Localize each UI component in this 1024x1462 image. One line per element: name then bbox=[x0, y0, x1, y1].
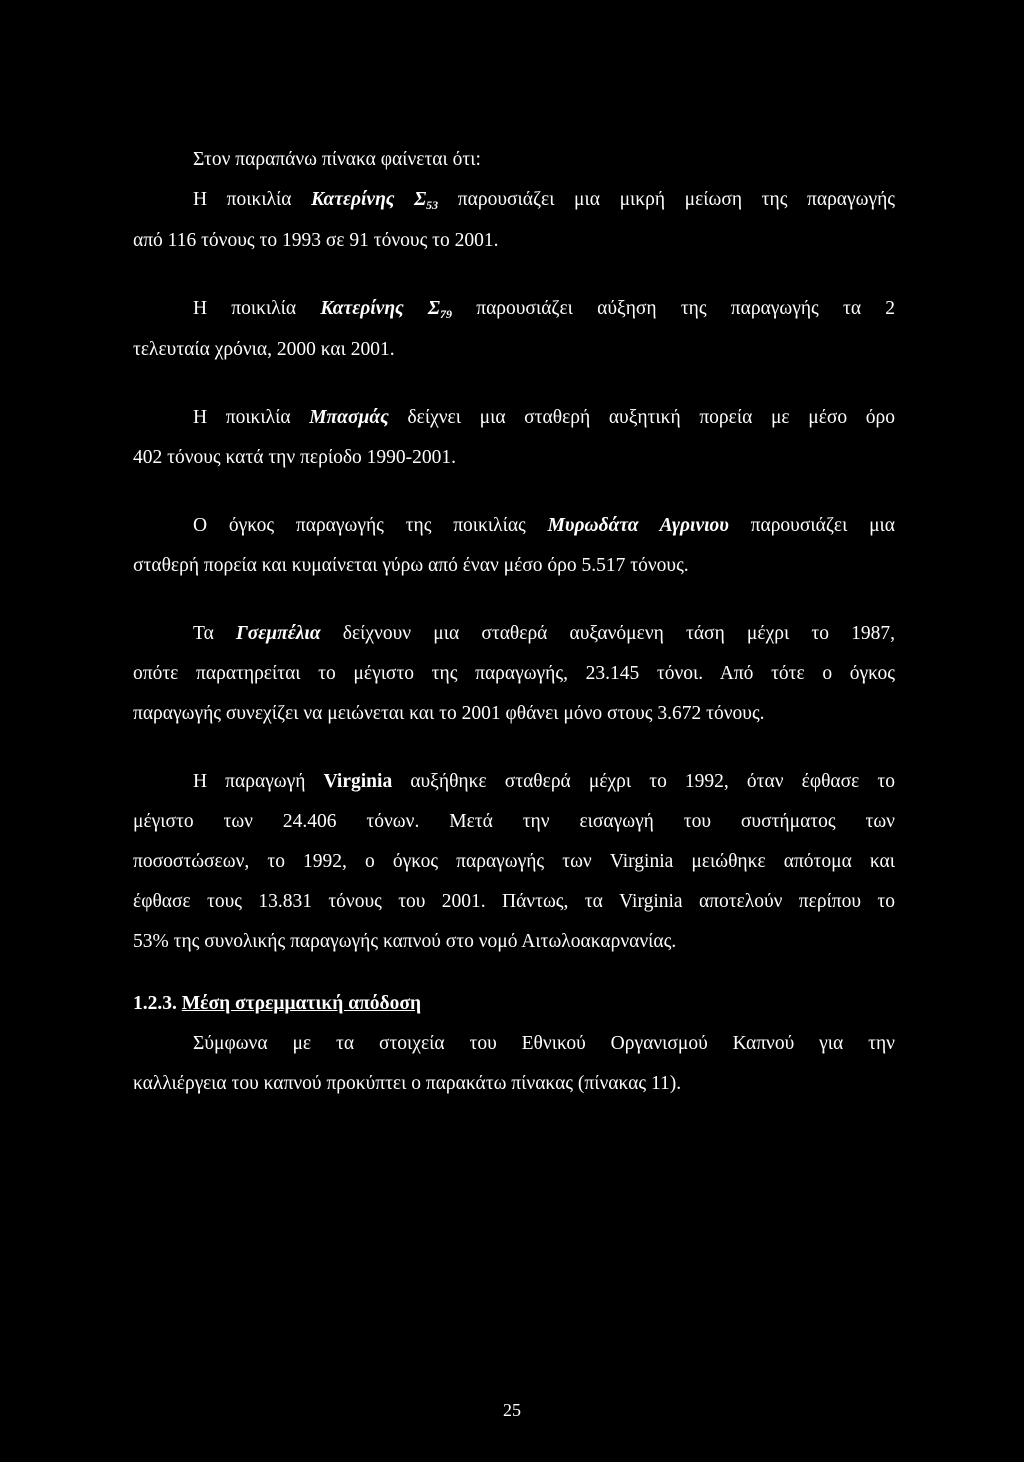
section-heading bbox=[133, 984, 895, 1024]
paragraph-katerinis-79 bbox=[133, 289, 895, 370]
variety-name: Virginia bbox=[323, 771, 393, 792]
section-number: 1.2.3. bbox=[133, 993, 177, 1014]
text-line: καλλιέργεια του καπνού προκύπτει ο παρακάτω πίνακας (πίνακας 11). bbox=[133, 1073, 682, 1094]
text-line: έφθασε τους 13.831 τόνους του 2001. Πάντως, τα Virginia αποτελούν περίπου το bbox=[133, 891, 895, 912]
variety-name: Γσεμπέλια bbox=[235, 623, 321, 644]
variety-name: Μπασμάς bbox=[309, 407, 389, 428]
text-lead: Η ποικιλία bbox=[193, 298, 297, 319]
paragraph-myrodata bbox=[133, 506, 895, 586]
text-line: 402 τόνους κατά την περίοδο 1990-2001. bbox=[133, 447, 456, 468]
text-line: Σύμφωνα με τα στοιχεία του Εθνικού Οργανισμού Καπνού για την bbox=[193, 1033, 895, 1054]
text-rest: δείχνει μια σταθερή αυξητική πορεία με μέσο όρο bbox=[407, 407, 896, 428]
text-lead: Η παραγωγή bbox=[193, 771, 306, 792]
paragraph-tsebelia bbox=[133, 614, 895, 734]
text-lead: Τα bbox=[193, 623, 214, 644]
paragraph-basmas bbox=[133, 398, 895, 478]
page-number: 25 bbox=[503, 1400, 521, 1420]
text-line: οπότε παρατηρείται το μέγιστο της παραγωγής, 23.145 τόνοι. Από τότε ο όγκος bbox=[133, 663, 895, 684]
paragraph-yield-intro bbox=[133, 1024, 895, 1104]
text-line: μέγιστο των 24.406 τόνων. Μετά την εισαγωγή του συστήματος των bbox=[133, 811, 895, 832]
text-line: ποσοστώσεων, το 1992, ο όγκος παραγωγής των Virginia μειώθηκε απότομα και bbox=[133, 851, 895, 872]
document-body bbox=[133, 140, 895, 1104]
paragraph-katerinis-53 bbox=[133, 180, 895, 261]
variety-name: Κατερίνης $\Sigma_{53}$ bbox=[311, 189, 439, 212]
section-title: Μέση στρεμματική απόδοση bbox=[181, 993, 422, 1014]
intro-line: Στον παραπάνω πίνακα φαίνεται ότι: bbox=[193, 149, 481, 170]
text-rest: παρουσιάζει μια μικρή μείωση της παραγωγής bbox=[457, 189, 896, 210]
text-line: 53% της συνολικής παραγωγής καπνού στο νομό Αιτωλοακαρνανίας. bbox=[133, 931, 677, 952]
text-lead: Η ποικιλία bbox=[193, 407, 291, 428]
paragraph-virginia bbox=[133, 762, 895, 962]
text-rest: δείχνουν μια σταθερά αυξανόμενη τάση μέχρι το 1987, bbox=[342, 623, 896, 644]
variety-name: Κατερίνης $\Sigma_{79}$ bbox=[320, 298, 453, 321]
text-rest: παρουσιάζει αύξηση της παραγωγής τα 2 bbox=[476, 298, 896, 319]
text-rest: αυξήθηκε σταθερά μέχρι το 1992, όταν έφθασε το bbox=[410, 771, 896, 792]
text-line: τελευταία χρόνια, 2000 και 2001. bbox=[133, 339, 395, 360]
variety-name: Μυρωδάτα Αγρινιου bbox=[547, 515, 729, 536]
text-line: παραγωγής συνεχίζει να μειώνεται και το 2001 φθάνει μόνο στους 3.672 τόνους. bbox=[133, 703, 765, 724]
text-line: σταθερή πορεία και κυμαίνεται γύρω από έναν μέσο όρο 5.517 τόνους. bbox=[133, 555, 689, 576]
text-lead: Η ποικιλία bbox=[193, 189, 292, 210]
text-line: από 116 τόνους το 1993 σε 91 τόνους το 2001. bbox=[133, 230, 499, 251]
text-rest: παρουσιάζει μια bbox=[750, 515, 896, 536]
text-lead: Ο όγκος παραγωγής της ποικιλίας bbox=[193, 515, 526, 536]
